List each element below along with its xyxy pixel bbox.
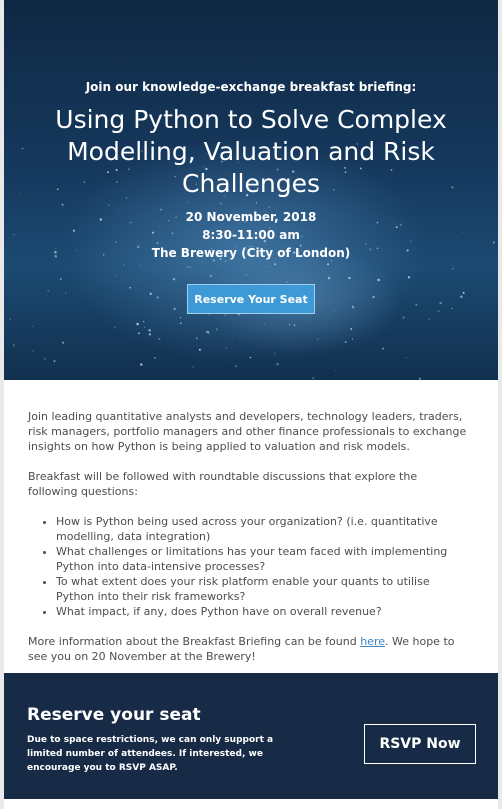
email-body <box>28 409 468 679</box>
footer-note: Due to space restrictions, we can only support a limited number of attendees. If interested, we encourage you to RSVP ASAP. <box>27 735 274 773</box>
hero-banner <box>4 0 498 380</box>
footer-heading: Reserve your seat <box>27 705 201 725</box>
closing-paragraph <box>28 634 468 664</box>
intro-paragraph: Join leading quantitative analysts and developers, technology leaders, traders, risk managers, portfolio managers and other finance professionals to exchange insights on how Python is being applied to valuation and risk models. <box>28 410 467 453</box>
rsvp-now-button[interactable]: RSVP Now <box>364 724 476 764</box>
event-date: 20 November, 2018 <box>185 210 317 224</box>
more-info-link[interactable]: here <box>360 635 385 648</box>
list-item: • To what extent does your risk platform enable your quants to utilise Python into their risk frameworks? <box>56 574 468 604</box>
question-list <box>28 514 468 619</box>
event-time: 8:30-11:00 am <box>202 228 300 242</box>
reserve-seat-button[interactable]: Reserve Your Seat <box>187 284 315 314</box>
closing-text-after: . We hope to see you on 20 November at the Brewery! <box>28 635 455 663</box>
roundtable-paragraph: Breakfast will be followed with roundtable discussions that explore the following questions: <box>28 470 418 498</box>
list-item: • How is Python being used across your organization? (i.e. quantitative modelling, data integration) <box>56 514 468 544</box>
hero-intro: Join our knowledge-exchange breakfast briefing: <box>85 80 417 94</box>
closing-text-before: More information about the Breakfast Briefing can be found <box>28 635 361 648</box>
rsvp-footer <box>4 673 498 799</box>
hero-title: Using Python to Solve Complex Modelling, Valuation and Risk Challenges <box>55 105 447 198</box>
list-item: • What impact, if any, does Python have on overall revenue? <box>56 604 468 619</box>
email-frame <box>4 0 498 809</box>
list-item: • What challenges or limitations has your team faced with implementing Python into data-intensive processes? <box>56 544 468 574</box>
event-venue: The Brewery (City of London) <box>151 246 351 260</box>
